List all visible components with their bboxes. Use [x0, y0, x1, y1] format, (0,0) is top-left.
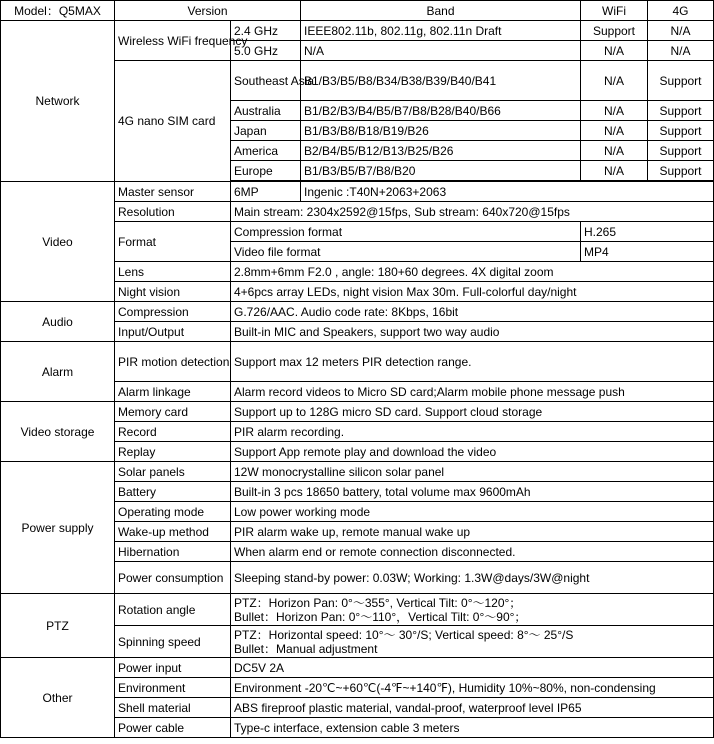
spec-value: Support App remote play and download the video [231, 442, 714, 462]
spec-label: Lens [115, 262, 231, 282]
spec-value: Built-in 3 pcs 18650 battery, total volume max 9600mAh [231, 482, 714, 502]
table-row [1, 658, 714, 678]
other-category: Other [1, 658, 115, 738]
spec-value: Alarm record videos to Micro SD card;Alarm mobile phone message push [231, 382, 714, 402]
fourg-cell: N/A [648, 41, 714, 61]
spinning-bullet-line: Bullet：Manual adjustment [234, 641, 378, 656]
band-cell: B1/B3/B5/B8/B34/B38/B39/B40/B41 [301, 61, 581, 101]
spec-value: ABS fireproof plastic material, vandal-proof, waterproof level IP65 [231, 698, 714, 718]
version-cell: Australia [231, 101, 301, 121]
spec-label: Power cable [115, 718, 231, 738]
video-file-format-value: MP4 [581, 242, 714, 262]
spec-label: Resolution [115, 202, 231, 222]
spec-value: PIR alarm recording. [231, 422, 714, 442]
ptz-category: PTZ [1, 594, 115, 658]
wifi-cell: N/A [581, 61, 648, 101]
table-row [1, 594, 714, 626]
rotation-ptz-line: PTZ：Horizon Pan: 0°～355°, Vertical Tilt: 0°～120°； [234, 595, 522, 610]
spec-label: Wake-up method [115, 522, 231, 542]
spec-label: Power consumption [115, 562, 231, 594]
spec-label: Night vision [115, 282, 231, 302]
spec-value: Support max 12 meters PIR detection range. [231, 342, 714, 382]
alarm-category: Alarm [1, 342, 115, 402]
version-cell: America [231, 141, 301, 161]
spec-label: Solar panels [115, 462, 231, 482]
spec-label: Format [115, 222, 231, 262]
spec-label: Battery [115, 482, 231, 502]
audio-category: Audio [1, 302, 115, 342]
spec-label: Rotation angle [115, 594, 231, 626]
spec-label: Shell material [115, 698, 231, 718]
version-cell: 2.4 GHz [231, 21, 301, 41]
band-cell: IEEE802.11b, 802.11g, 802.11n Draft [301, 21, 581, 41]
fourg-cell: Support [648, 61, 714, 101]
video-file-format-label: Video file format [231, 242, 581, 262]
version-cell: Southeast Asia [231, 61, 301, 101]
power-supply-category: Power supply [1, 462, 115, 594]
spec-label: Input/Output [115, 322, 231, 342]
wifi-header: WiFi [581, 1, 648, 21]
version-cell: Europe [231, 161, 301, 181]
version-cell: Japan [231, 121, 301, 141]
table-row [1, 342, 714, 382]
spec-label: Power input [115, 658, 231, 678]
wifi-cell: N/A [581, 141, 648, 161]
spec-value: Low power working mode [231, 502, 714, 522]
compression-format-label: Compression format [231, 222, 581, 242]
spec-value: Sleeping stand-by power: 0.03W; Working: 1.3W@days/3W@night [231, 562, 714, 594]
fourg-cell: Support [648, 121, 714, 141]
fourg-header: 4G [648, 1, 714, 21]
rotation-bullet-line: Bullet：Horizon Pan: 0°～110°，Vertical Tilt: 0°～90°； [234, 609, 527, 624]
network-category: Network [1, 21, 115, 182]
spec-value: 6MP [231, 182, 301, 202]
spec-value: PIR alarm wake up, remote manual wake up [231, 522, 714, 542]
wifi-cell: N/A [581, 121, 648, 141]
fourg-cell: Support [648, 101, 714, 121]
wifi-cell: Support [581, 21, 648, 41]
wifi-cell: N/A [581, 101, 648, 121]
spec-value: 2.8mm+6mm F2.0 , angle: 180+60 degrees. 4X digital zoom [231, 262, 714, 282]
spec-label: PIR motion detection [115, 342, 231, 382]
fourg-cell: Support [648, 141, 714, 161]
video-category: Video [1, 182, 115, 302]
wifi-frequency-label: Wireless WiFi frequency [115, 21, 231, 61]
band-cell: N/A [301, 41, 581, 61]
spec-value: Main stream: 2304x2592@15fps, Sub stream: 640x720@15fps [231, 202, 714, 222]
video-storage-category: Video storage [1, 402, 115, 462]
spinning-ptz-line: PTZ：Horizontal speed: 10°～ 30°/S; Vertical speed: 8°～ 25°/S [234, 627, 574, 642]
wifi-cell: N/A [581, 41, 648, 61]
band-cell: B1/B3/B5/B7/B8/B20 [301, 161, 581, 181]
spec-label: Environment [115, 678, 231, 698]
table-row [1, 302, 714, 322]
spec-label: Compression [115, 302, 231, 322]
spec-value: Support up to 128G micro SD card. Support cloud storage [231, 402, 714, 422]
table-row [1, 402, 714, 422]
spec-value: When alarm end or remote connection disconnected. [231, 542, 714, 562]
version-header: Version [115, 1, 301, 21]
spec-value [231, 594, 714, 626]
spec-label: Alarm linkage [115, 382, 231, 402]
wifi-cell: N/A [581, 161, 648, 181]
band-cell: B1/B3/B8/B18/B19/B26 [301, 121, 581, 141]
spec-label: Replay [115, 442, 231, 462]
band-cell: B1/B2/B3/B4/B5/B7/B8/B28/B40/B66 [301, 101, 581, 121]
spec-label: Memory card [115, 402, 231, 422]
fourg-cell: Support [648, 161, 714, 181]
table-row [1, 462, 714, 482]
spec-value: 12W monocrystalline silicon solar panel [231, 462, 714, 482]
spec-label: Operating mode [115, 502, 231, 522]
fourg-cell: N/A [648, 21, 714, 41]
spec-value: 4+6pcs array LEDs, night vision Max 30m. Full-colorful day/night [231, 282, 714, 302]
model-header: Model：Q5MAX [1, 1, 115, 21]
version-cell: 5.0 GHz [231, 41, 301, 61]
spec-value: DC5V 2A [231, 658, 714, 678]
band-cell: B2/B4/B5/B12/B13/B25/B26 [301, 141, 581, 161]
spec-value: Environment -20℃~+60℃(-4℉~+140℉), Humidity 10%~80%, non-condensing [231, 678, 714, 698]
spec-value: Type-c interface, extension cable 3 meters [231, 718, 714, 738]
spec-value [231, 626, 714, 658]
table-row [1, 182, 714, 202]
spec-value-extra: Ingenic :T40N+2063+2063 [301, 182, 714, 202]
spec-value: G.726/AAC. Audio code rate: 8Kbps, 16bit [231, 302, 714, 322]
header-row [1, 1, 714, 21]
spec-label: Hibernation [115, 542, 231, 562]
sim-card-label: 4G nano SIM card [115, 61, 231, 182]
spec-label: Master sensor [115, 182, 231, 202]
compression-format-value: H.265 [581, 222, 714, 242]
table-row [1, 21, 714, 41]
spec-label: Spinning speed [115, 626, 231, 658]
band-header: Band [301, 1, 581, 21]
spec-value: Built-in MIC and Speakers, support two way audio [231, 322, 714, 342]
spec-label: Record [115, 422, 231, 442]
